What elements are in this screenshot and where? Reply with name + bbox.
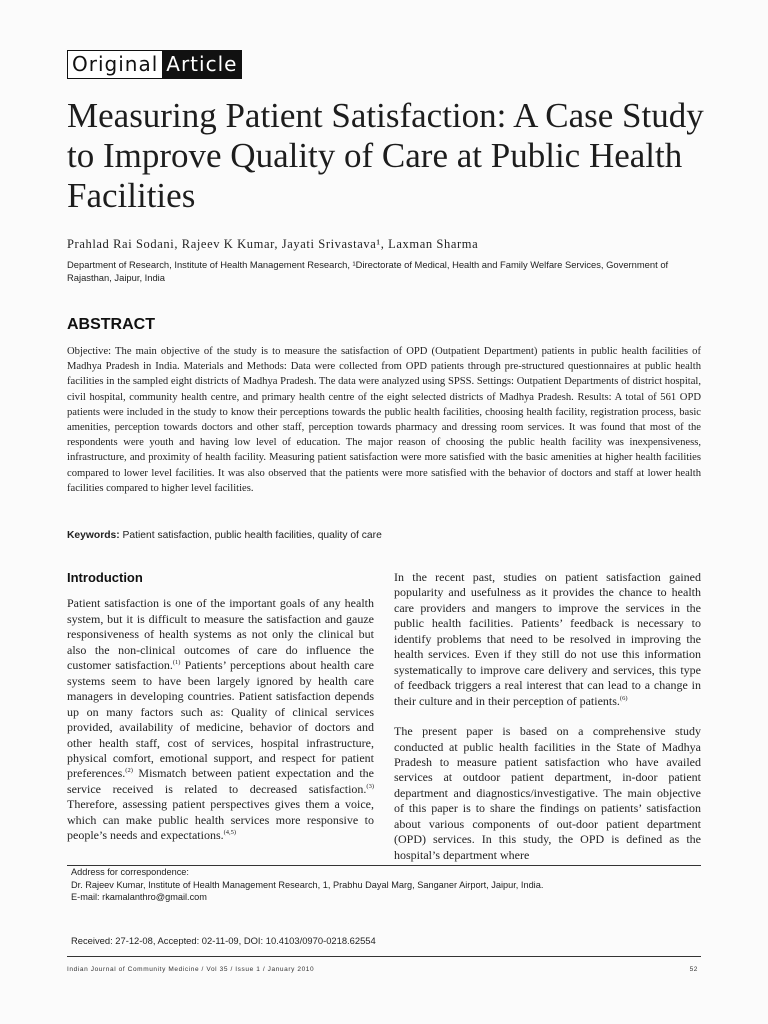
intro-text-2: Patients’ perceptions about health care systems seem to have been largely ignored by health care managers in developing countries. Patient satisfaction depends up on many factors such as: Quality of clinical services provided, availability of medicine, behavior of doctors and other health staff, cost of services, hospital infrastructure, physical comfort, emotional support, and respect for patient preferences.	[67, 658, 374, 781]
intro-paragraph-3: The present paper is based on a comprehensive study conducted at public health facilities in the State of Madhya Pradesh to measure patient satisfaction who have availed services at outdoor patient department, in-door patient department and diagnostics/investigative. The main objective of this paper is to share the findings on patients’ satisfaction about various components of out-door patient department (OPD) services. In this study, the OPD is defined as the hospital’s department where	[394, 724, 701, 862]
intro-text-4: Therefore, assessing patient perspectives gives them a voice, which can make public health services more responsive to people’s needs and expectations.	[67, 797, 374, 843]
correspondence-address: Dr. Rajeev Kumar, Institute of Health Management Research, 1, Prabhu Dayal Marg, Sanganer Airport, Jaipur, India.	[71, 879, 544, 890]
intro-paragraph-2	[394, 570, 701, 709]
abstract-heading: ABSTRACT	[67, 316, 155, 333]
article-type-article: Article	[162, 51, 241, 78]
citation-4-5: (4,5)	[223, 829, 237, 837]
citation-6: (6)	[619, 694, 628, 702]
footer-divider	[67, 956, 701, 957]
right-column	[394, 570, 701, 863]
author-list: Prahlad Rai Sodani, Rajeev K Kumar, Jayati Srivastava¹, Laxman Sharma	[67, 237, 479, 251]
citation-2: (2)	[125, 767, 133, 775]
article-type-tag	[67, 50, 242, 79]
journal-citation: Indian Journal of Community Medicine / Vol 35 / Issue 1 / January 2010	[67, 966, 315, 973]
paper-title: Measuring Patient Satisfaction: A Case Study to Improve Quality of Care at Public Health Facilities	[67, 96, 704, 215]
page-number: 52	[689, 966, 698, 973]
received-accepted-doi: Received: 27-12-08, Accepted: 02-11-09, DOI: 10.4103/0970-0218.62554	[71, 935, 376, 946]
intro-text-1: Patient satisfaction is one of the important goals of any health system, but it is difficult to measure the satisfaction and gauze responsiveness of health systems as not only the clinical but also the non-clinical outcomes of care do influence the customer satisfaction.	[67, 596, 374, 673]
keywords-label: Keywords:	[67, 530, 120, 541]
page-footer	[67, 966, 701, 973]
intro-paragraph-1	[67, 596, 374, 843]
article-type-original: Original	[68, 51, 162, 78]
abstract-text: Objective: The main objective of the study is to measure the satisfaction of OPD (Outpatient Department) patients in public health facilities of Madhya Pradesh in India. Materials and Methods: Data were collected from OPD patients through pre-structured questionnaires at public health facilities in the sampled eight districts of Madhya Pradesh. The data were analyzed using SPSS. Settings: Outpatient Departments of district hospital, civil hospital, community health centre, and primary health centre of the eight selected districts of Madhya Pradesh. Results: A total of 561 OPD patients were included in the study to know their perceptions towards the public health facilities, choosing health facility, registration process, basic amenities, perception towards doctors and other staff, perception towards pharmacy and dressing room services. It was found that most of the respondents were youth and having low level of education. The major reason of choosing the public health facility was inexpensiveness, infrastructure, and proximity of health facility. Measuring patient satisfaction were more satisfied with the basic amenities at higher health facilities compared to lower level facilities. It was also observed that the patients were more satisfied with the behavior of doctors and staff at lower health facilities compared to higher level facilities.	[67, 346, 701, 494]
correspondence-label: Address for correspondence:	[71, 867, 189, 877]
correspondence-email: E-mail: rkamalanthro@gmail.com	[71, 892, 207, 902]
introduction-heading: Introduction	[67, 570, 143, 585]
affiliation: Department of Research, Institute of Health Management Research, ¹Directorate of Medical, Health and Family Welfare Services, Government of Rajasthan, Jaipur, India	[67, 259, 669, 283]
intro-text-3: Mismatch between patient expectation and the service received is related to decreased satisfaction.	[67, 766, 374, 796]
correspondence-block	[71, 866, 691, 904]
left-column	[67, 568, 374, 844]
keywords	[67, 530, 707, 541]
citation-3: (3)	[366, 782, 374, 790]
keywords-text: Patient satisfaction, public health facilities, quality of care	[122, 530, 382, 541]
citation-1: (1)	[172, 659, 181, 667]
intro-text-5: In the recent past, studies on patient satisfaction gained popularity and usefulness as it provides the chance to health care providers and mangers to improve the services in the public health facilities. Patients’ feedback is necessary to identify problems that need to be resolved in improving the health services. Even if they still do not use this information systematically to improve care delivery and services, this type of feedback triggers a real interest that can lead to a change in their culture and in their perception of patients.	[394, 570, 701, 708]
